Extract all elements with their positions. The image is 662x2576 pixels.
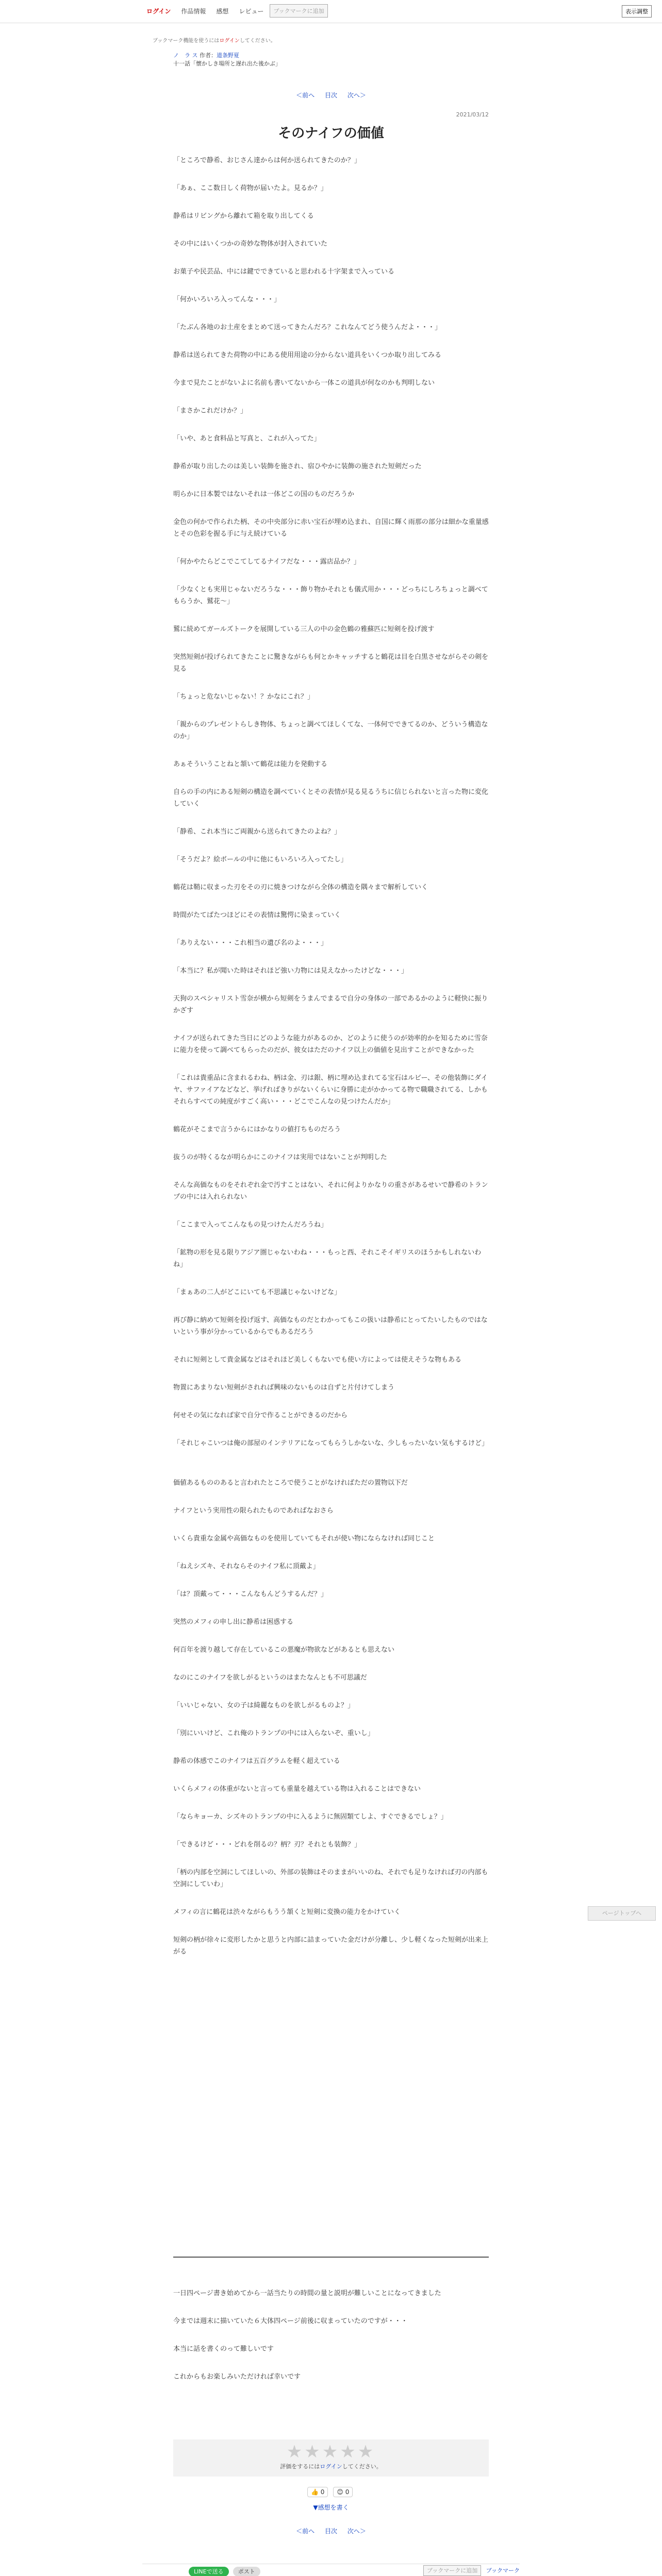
notice-login-link[interactable]: ログイン [219,38,240,44]
prev-link-bottom[interactable]: ＜前へ [296,2528,315,2535]
body-paragraph: 「少なくとも実用じゃないだろうな・・・飾り物かそれとも儀式用か・・・どっちにしろちょっと調べてもらうか、鷲花〜」 [173,586,488,605]
series-header: ノ ラ ス 作者：道条野夏 十一話「懐かしき場所と遅れ出た後かぶ」 [173,52,489,68]
body-paragraph: 物置にあまりない短剣がされれば興味のないものは自ずと片付けてしまう [173,1384,395,1392]
body-paragraph: 「本当に？私が聞いた時はそれほど強い力物には見えなかったけどな・・・」 [173,967,408,975]
body-paragraph: 「いいじゃない、女の子は綺麗なものを欲しがるものよ？」 [173,1702,355,1709]
reactions [307,2487,353,2497]
body-paragraph: 鷲に続めてガールズトークを展開している三人の中の金色鶴の雅蘇匹に短剣を投げ渡す [173,625,435,633]
episode-title: そのナイフの価値 [278,126,384,141]
body-paragraph: 「鉱物の形を見る限りアジア圏じゃないわね・・・もっと西、それこそイギリスのほうかもしれないわね」 [173,1249,482,1268]
body-paragraph: メフィの言に鶴花は渋々ながらもうう頷くと短剣に変換の能力をかけていく [173,1908,401,1916]
body-paragraph: 「は？頂戴って・・・こんなもんどうするんだ？」 [173,1590,328,1598]
rating-box [173,2439,489,2477]
afterword-paragraph: 今までは週末に描いていた６大体四ページ前後に収まっていたのですが・・・ [173,2317,408,2325]
reaction-smile[interactable]: 😊 0 [333,2487,353,2497]
body-paragraph: いくら貴重な金属や高価なものを使用していてもそれが使い物にならなければ同じこと [173,1535,435,1543]
write-impression-link[interactable]: ▼感想を書く [313,2504,349,2511]
body-paragraph: 静希の体感でこのナイフは五百グラムを軽く超えている [173,1757,340,1765]
body-paragraph: そんな高価なものをそれぞれ金で汚すことはない、それに何よりかなりの重さがあるせいで静希のトランプの中には入れられない [173,1181,488,1201]
toc-link-top[interactable]: 目次 [324,92,337,99]
works-link[interactable]: 作品情報 [181,7,206,15]
body-paragraph: 何百年を渡り越して存在しているこの悪魔が物欲などがあるとも思えない [173,1646,395,1654]
body-paragraph: 「いや、あと食料品と写真と、これが入ってた」 [173,435,321,443]
rating-notice: 評価をするにはログインしてください。 [280,2463,382,2470]
impressions-link[interactable]: 感想 [216,7,229,15]
reviews-link[interactable]: レビュー [239,7,264,15]
body-paragraph: 「あぁ、ここ数日しく荷物が届いたよ。見るか？」 [173,184,327,192]
body-paragraph: 「親からのプレゼントらしき物体、ちょっと調べてほしくてな、一体何でできてるのか、どういう構造なのか」 [173,721,488,740]
body-paragraph: 静希は送られてきた荷物の中にある使用用途の分からない道具をいくつか取り出してみる [173,351,442,359]
reaction-good[interactable]: 👍 0 [307,2487,328,2497]
next-link-bottom[interactable]: 次へ＞ [347,2528,366,2535]
prev-link-top[interactable]: ＜前へ [296,92,315,99]
next-link-top[interactable]: 次へ＞ [347,92,366,99]
top-bar [0,0,662,23]
top-nav [142,4,328,18]
afterword-paragraph: 本当に話を書くのって難しいです [173,2345,274,2353]
body-paragraph: 「ところで静希、おじさん達からは何か送られてきたのか？」 [173,157,361,164]
body-paragraph: 「静希、これ本当にご両親から送られてきたのよね？」 [173,828,341,836]
chapter-label: 十一話「懐かしき場所と遅れ出た後かぶ」 [173,60,281,67]
body-paragraph: 時間がたてばたつほどにその表情は驚愕に染まっていく [173,911,341,919]
body-paragraph: 抜うのが特くるなが明らかにこのナイフは実用ではないことが判明した [173,1154,387,1161]
body-paragraph: いくらメフィの体重がないと言っても重量を越えている物は入れることはできない [173,1785,421,1793]
body-paragraph: 「まさかこれだけか？」 [173,407,247,415]
body-paragraph: ナイフが送られてきた当日にどのような能力があるのか、どのように使うのが効率的かを知るために雪奈に能力を使って調べてもらったのだが、彼女はただのナイフ以上の価値を見出すことができなかった [173,1035,488,1054]
afterword-paragraph: 一日四ページ書き始めてから一話当たりの時間の量と説明が難しいことになってきました [173,2290,441,2297]
login-link[interactable]: ログイン [146,7,171,15]
body-paragraph: 「そうだよ？絵ボールの中に他にもいろいろ入ってたし」 [173,856,347,863]
body-paragraph: 「ここまで入ってこんなもの見つけたんだろうね」 [173,1221,328,1229]
body-paragraph: 「何かやたらどこでこてしてるナイフだな・・・露店品か？」 [173,558,360,566]
bookmark-notice-top: ブックマーク機能を使うにはログインしてください。 [153,38,276,44]
body-paragraph: 突然のメフィの申し出に静希は困惑する [173,1618,293,1626]
afterword-paragraph: これからもお楽しみいただければ幸いです [173,2373,301,2381]
bookmark-add-button-bottom[interactable]: ブックマークに追加 [423,2565,481,2576]
rating-login-link[interactable]: ログイン [320,2463,342,2470]
body-paragraph: 「ならキョーカ、シズキのトランプの中に入るように無固類てしよ、すぐできるでしょ？」 [173,1813,448,1821]
body-paragraph: 「これは貴重品に含まれるわね、柄は金、刃は銀、柄に埋め込まれてる宝石はルビー、その他装飾にダイヤ、サファイアなどなど、挙げればきりがないくらいに身勝に走がかかってる物で職職されてる、しかもそれらすべての純度がすごく高い・・・どこでこんなの見つけたんだか」 [173,1074,488,1106]
body-paragraph: なのにこのナイフを欲しがるというのはまたなんとも不可思議だ [173,1674,367,1682]
body-paragraph: お菓子や民芸品、中には鍵でできていると思われる十字架まで入っている [173,268,395,276]
bottom-controls [142,2564,520,2576]
body-paragraph: 価値あるもののあると言われたところで使うことがなければただの置物以下だ [173,1479,408,1487]
body-paragraph: 突然短剣が投げられてきたことに驚きながらも何とかキャッチすると鶴花は目を白黒させながらその剣を見る [173,653,489,673]
body-paragraph: 「たぶん各地のお土産をまとめて送ってきたんだろ？これなんてどう使うんだよ・・・」 [173,324,442,331]
bookmark-add-button-top[interactable]: ブックマークに追加 [270,4,327,18]
pager-top [173,91,489,99]
body-paragraph: 静希はリビングから離れて箱を取り出してくる [173,212,314,220]
body-paragraph: 鶴花がそこまで言うからにはかなりの値打ちものだろう [173,1126,341,1133]
body-paragraph: 今まで見たことがないよに名前も書いてないから一体この道具が何なのかも判明しない [173,379,435,387]
posted-date: 2021/03/12 [456,111,489,118]
body-paragraph: 何せその気になれば家で自分で作ることができるのだから [173,1412,348,1419]
body-paragraph: 「できるけど・・・どれを削るの？柄？刃？それとも装飾？」 [173,1841,361,1849]
page-top-button[interactable]: ページトップへ [588,1906,656,1921]
body-paragraph: 「ちょっと危ないじゃない！？かなにこれ？」 [173,693,315,701]
body-paragraph: 「それじゃこいつは俺の部屋のインテリアになってもらうしかないな、少しもったいない気もするけど」 [173,1439,489,1447]
afterword-divider [173,2257,489,2258]
body-paragraph: 短剣の柄が徐々に変形したかと思うと内部に詰まっていた金だけが分離し、少し軽くなった短剣が出来上がる [173,1936,489,1956]
display-settings-button[interactable]: 表示調整 [622,5,652,18]
line-share-button[interactable]: LINEで送る [189,2567,229,2576]
body-paragraph: 天狗のスペシャリスト雪奈が横から短剣をうまんでまるで自分の身体の一部であるかのように軽快に振りかざす [173,995,488,1014]
body-paragraph: 静希が取り出したのは美しい装飾を施され、宿ひやかに装飾の施された短剣だった [173,463,422,470]
bookmark-link[interactable]: ブックマーク [486,2567,520,2574]
body-paragraph: 「まぁあの二人がどこにいても不思議じゃないけどな」 [173,1289,341,1296]
body-paragraph: 「ねえシズキ、それならそのナイフ私に頂戴よ」 [173,1563,320,1570]
rating-stars[interactable]: ★★★★★ [286,2442,376,2462]
toc-link-bottom[interactable]: 目次 [324,2528,337,2535]
body-paragraph: 「何かいろいろ入ってんな・・・」 [173,296,281,303]
body-paragraph: それに短剣として貴金属などはそれほど美しくもないでも使い方によっては使えそうな物もある [173,1356,462,1364]
body-paragraph: その中にはいくつかの奇妙な物体が封入されていた [173,240,328,248]
post-share-button[interactable]: ポスト [233,2567,260,2576]
body-paragraph: 金色の何かで作られた柄、その中央部分に赤い宝石が埋め込まれ、自国に輝く雨那の部分は細かな重量感とその色彩を握る手に与え続けている [173,518,489,538]
body-paragraph: 明らかに日本製ではないそれは一体どこの国のものだろうか [173,490,355,498]
body-paragraph: 再び静に納めて短剣を投げ返す、高価なものだとわかってもこの扱いは静希にとってたいしたものではないという事が分かっているからでもあるだろう [173,1316,488,1336]
body-paragraph: 「別にいいけど、これ俺のトランプの中には入らないぞ、重いし」 [173,1730,374,1737]
body-paragraph: 鶴花は鞘に収まった刃をその刃に焼きつけながら全体の構造を隅々まで解析していく [173,884,428,891]
body-paragraph: 「柄の内部を空洞にしてほしいの、外部の装飾はそのままがいいのね、それでも足りなければ刃の内部も空洞にしていわ」 [173,1869,488,1888]
body-paragraph: 「ありえない・・・これ相当の遺び名のよ・・・」 [173,939,328,947]
body-paragraph: 自らの手の内にある短剣の構造を調べていくとその表情が見る見るうちに信じられないと言った物に変化していく [173,788,489,808]
pager-bottom [173,2527,489,2535]
series-link[interactable]: ノ ラ ス [173,52,198,59]
body-paragraph: あぁそういうことねと頷いて鶴花は能力を発動する [173,760,327,768]
body-paragraph: ナイフという実用性の限られたものであればなおさら [173,1507,334,1515]
author-link[interactable]: 道条野夏 [217,52,239,59]
